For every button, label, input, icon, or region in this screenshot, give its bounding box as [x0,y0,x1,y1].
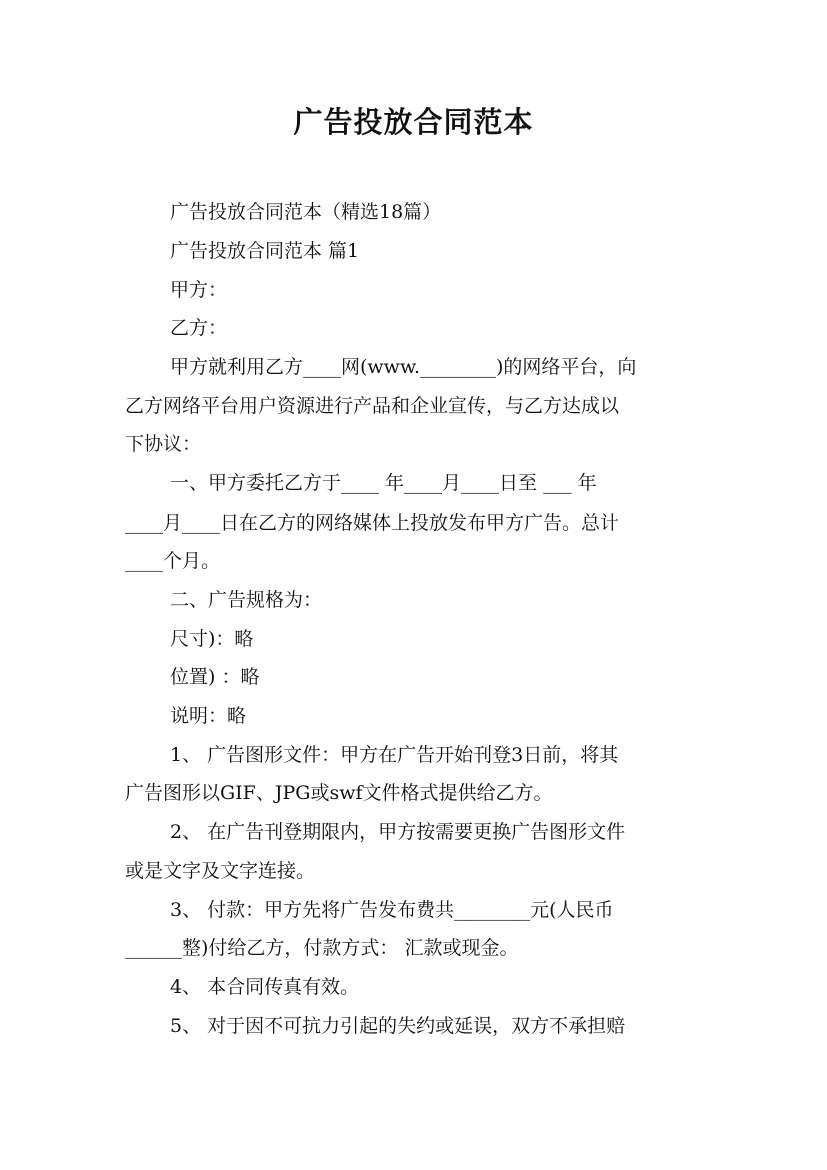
spec-position-line: 位置) ：略 [170,666,260,688]
item-4-line: 4、 本合同传真有效。 [170,976,360,998]
paragraph-line: 乙方网络平台用户资源进行产品和企业宣传，与乙方达成以 [125,395,620,417]
subtitle-line: 广告投放合同范本（精选18篇） [170,201,442,223]
section-heading: 广告投放合同范本 篇1 [170,240,360,262]
paragraph-line: 下协议： [125,433,202,455]
item-3-line: ______整)付给乙方，付款方式： 汇款或现金。 [125,937,519,959]
clause-1-line: 一、甲方委托乙方于____ 年____月____日至 ___ 年 [170,472,597,494]
item-1-line: 广告图形以GIF、JPG或swf文件格式提供给乙方。 [125,782,553,804]
item-2-line: 或是文字及文字连接。 [125,860,316,882]
paragraph-line: 甲方就利用乙方____网(www.________)的网络平台，向 [170,356,637,378]
item-5-line: 5、 对于因不可抗力引起的失约或延误，双方不承担赔 [170,1015,626,1037]
spec-size-line: 尺寸)：略 [170,628,254,650]
spec-note-line: 说明：略 [170,705,247,727]
party-a-line: 甲方： [170,279,228,301]
clause-1-line: ____个月。 [125,550,221,572]
item-1-line: 1、 广告图形文件：甲方在广告开始刊登3日前，将其 [170,744,619,766]
party-b-line: 乙方： [170,317,228,339]
clause-1-line: ____月____日在乙方的网络媒体上投放发布甲方广告。总计 [125,512,620,534]
item-2-line: 2、 在广告刊登期限内，甲方按需要更换广告图形文件 [170,821,626,843]
clause-2-line: 二、广告规格为： [170,589,323,611]
item-3-line: 3、 付款：甲方先将广告发布费共________元(人民币 [170,899,614,921]
document-title: 广告投放合同范本 [293,105,534,139]
